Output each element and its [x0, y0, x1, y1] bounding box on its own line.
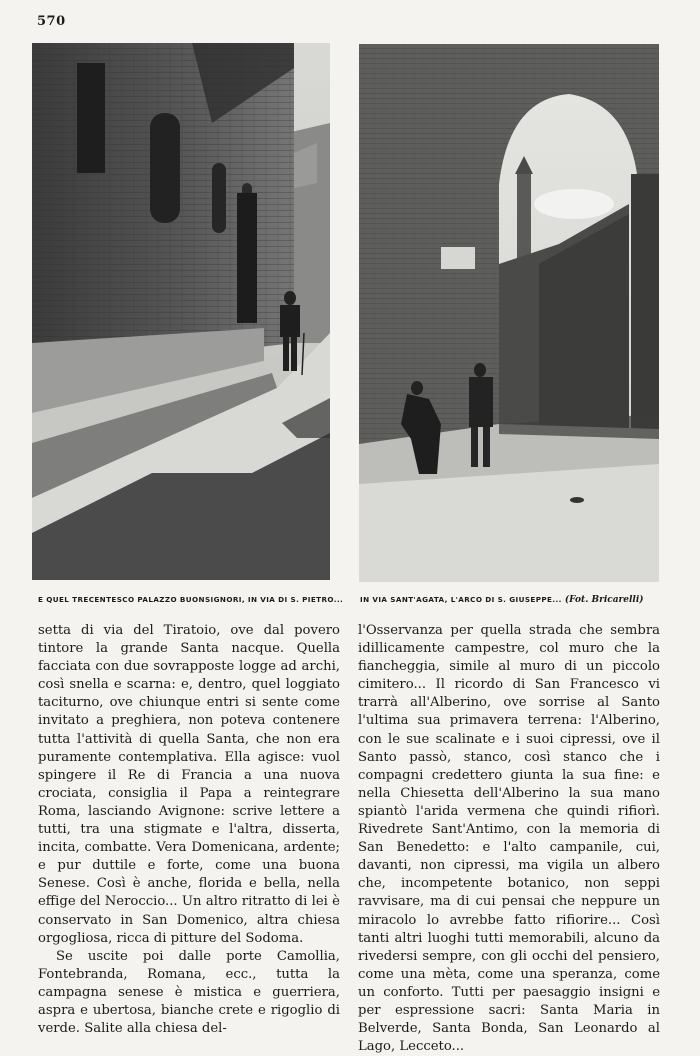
palazzo-buonsignori-photo [32, 43, 330, 580]
text-column-left [38, 622, 340, 1038]
palazzo-street-photo-icon [32, 43, 330, 580]
arco-san-giuseppe-photo [359, 44, 659, 582]
paragraph: l'Osservanza per quella strada che sembra idillicamente campestre, col muro che la fiancheggia, simile al muro di un piccolo cimitero... Il ricordo di San Francesco vi trarrà all'Alberino, ove sorrise al Santo l'ultima sua primavera terrena: l'Alberino, con le sue scalinate e i suoi cipressi, ove il Santo passò, stanco, così stanco che i compagni credettero giunta la sua fine: e nella Chiesetta dell'Alberino la sua mano spiantò l'arida vermena che quindi rifiorì. Rivedrete Sant'Antimo, con la memoria di San Benedetto: e l'alto campanile, cui, davanti, non cipressi, ma vigila un albero che, incompetente botanico, non seppi ravvisare, ma di cui pensai che neppure un miracolo lo avrebbe fatto rifiorire... Così tanti altri luoghi tutti memorabili, alcuno da rivedersi sempre, con gli occhi del pensiero, come una mèta, come una speranza, come un conforto. Tutti per paesaggio insigni e per espressione sacri: Santa Maria in Belverde, Santa Bonda, San Leonardo al Lago, Lecceto... [358, 623, 660, 1055]
arch-street-photo-icon [359, 44, 659, 582]
paragraph: Se uscite poi dalle porte Camollia, Fontebranda, Romana, ecc., tutta la campagna senese è mistica e guerriera, aspra e ubertosa, bianche crete e rigoglio di verde. Salite alla chiesa del- [38, 948, 340, 1037]
caption-right-text: IN VIA SANT'AGATA, L'ARCO DI S. GIUSEPPE... [360, 595, 562, 604]
text-column-right [358, 622, 660, 1056]
caption-right [360, 595, 644, 605]
paragraph: setta di via del Tiratoio, ove dal povero tintore la grande Santa nacque. Quella facciata con due sovrapposte logge ad archi, così snella e scarna: e, dentro, quel loggiato taciturno, ove chiunque entri si sente come invitato a preghiera, non poteva contenere tutta l'attività di quella Santa, che non era puramente contemplativa. Ella agisce: vuol spingere il Re di Francia a una nuova crociata, consiglia il Papa a reintegrare Roma, lasciando Avignone: scrive lettere a tutti, tra una stigmate e l'altra, disserta, incita, combatte. Vera Domenicana, ardente; e pur duttile e forte, come una buona Senese. Così è anche, florida e bella, nella effige del Neroccio... Un altro ritratto di lei è conservato in San Domenico, altra chiesa orgogliosa, ricca di pitture del Sodoma. [38, 623, 340, 946]
page-number: 570 [37, 14, 66, 29]
caption-left: E QUEL TRECENTESCO PALAZZO BUONSIGNORI, IN VIA DI S. PIETRO... [38, 595, 344, 604]
photo-credit: (Fot. Bricarelli) [561, 595, 644, 605]
